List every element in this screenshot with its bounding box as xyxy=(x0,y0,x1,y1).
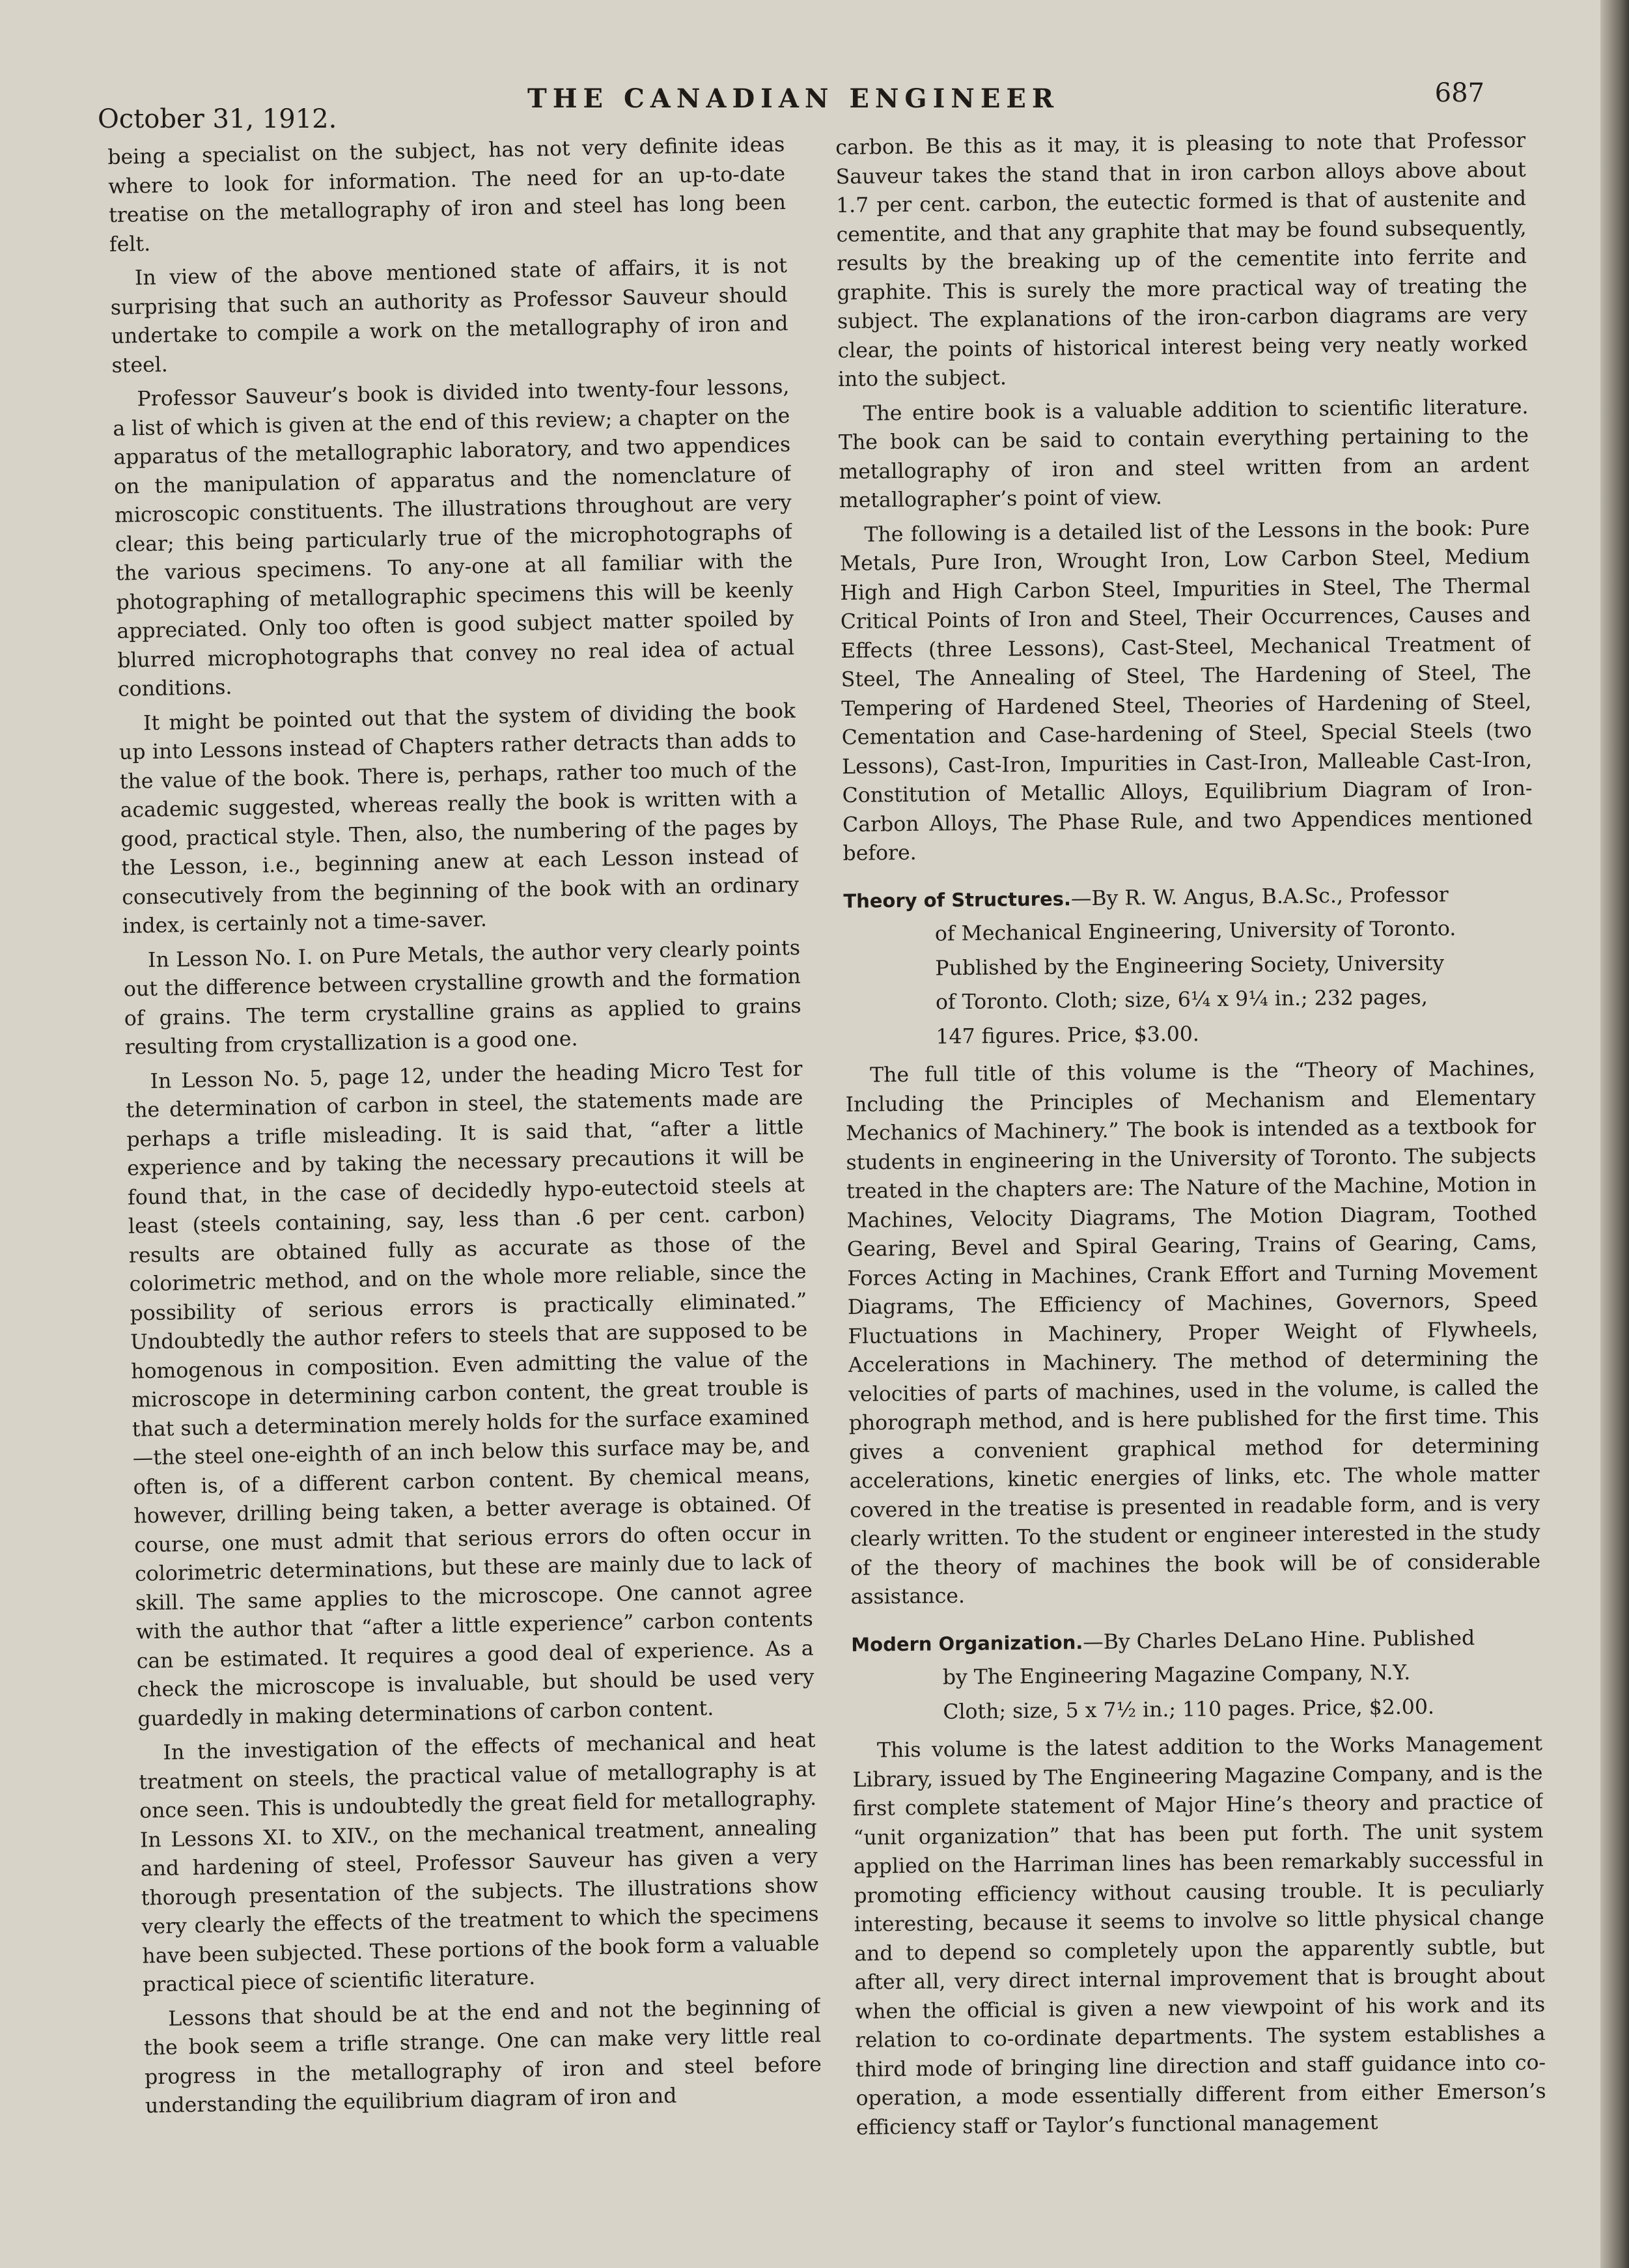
journal-title: THE CANADIAN ENGINEER xyxy=(527,83,1060,114)
paragraph: In the investigation of the effects of mechanical and heat treatment on steels, the practical value of metallography is at once seen. This is undoubtedly the great field for metallography. In Lessons XI. to XIV., on the mechanical treatment, annealing and hardening of steel, Professor Sauveur has given a very thorough presentation of the subjects. The illustrations show very clearly the effects of the treatment to which the specimens have been subjected. These portions of the book form a valuable practical piece of scientific literature. xyxy=(138,1728,820,1997)
review-byline-line: of Toronto. Cloth; size, 6¼ x 9¼ in.; 232 pages, xyxy=(935,985,1428,1015)
review-body: This volume is the latest addition to the Works Management Library, issued by The Engineering Magazine Company, and is the first complete statement of Major Hine’s theory and practice of “unit organization” that has been put forth. The unit system applied on the Harriman lines has been remarkably successful in promoting efficiency without causing trouble. It is peculiarly interesting, because it seems to involve so little physical change and to depend so completely upon the apparently subtle, but after all, very direct internal improvement that is brought about when the official is given a new viewpoint of his work and its relation to co-ordinate departments. The system establishes a third mode of bringing line direction and staff guidance into co-operation, a mode essentially different from either Emerson’s efficiency staff or Taylor’s functional management xyxy=(852,1731,1546,2140)
book-author: —By R. W. Angus, B.A.Sc., Professor xyxy=(1070,882,1449,910)
paragraph: being a specialist on the subject, has not very definite ideas where to look for information. The need for an up-to-date treatise on the metallography of iron and steel has long been felt. xyxy=(107,133,787,257)
paragraph: Lessons that should be at the end and not the beginning of the book seem a trifle strange. One can make very little real progress in the metallography of iron and steel before understanding the equilibrium diagram of iron and xyxy=(143,1995,822,2118)
right-column xyxy=(835,126,1548,2230)
book-binding-edge xyxy=(1600,0,1629,2268)
review-byline xyxy=(843,879,1533,916)
paragraph: In Lesson No. I. on Pure Metals, the author very clearly points out the difference between crystalline growth and the formation of grains. The term crystalline grains as applied to grains resulting from crystallization is a good one. xyxy=(123,936,801,1059)
issue-date: October 31, 1912. xyxy=(98,104,337,134)
paragraph: The entire book is a valuable addition to scientific literature. The book can be said to contain everything pertaining to the metallography of iron and steel written from an ardent metallographer’s point of view. xyxy=(838,395,1529,512)
review-heading-modern-organization xyxy=(851,1623,1542,1728)
paragraph: It might be pointed out that the system of dividing the book up into Lessons instead of Chapters rather detracts than adds to the value of the book. There is, perhaps, rather too much of the academic suggested, whereas really the book is written with a good, practical style. Then, also, the numbering of the pages by the Lesson, i.e., beginning anew at each Lesson instead of consecutively from the beginning of the book with an ordinary index, is certainly not a time-saver. xyxy=(118,699,800,938)
paragraph: Professor Sauveur’s book is divided into twenty-four lessons, a list of which is given at the end of this review; a chapter on the apparatus of the metallographic laboratory, and two appendices on the manipulation of apparatus and the nomenclature of microscopic constituents. The illustrations throughout are very clear; this being particularly true of the microphotographs of the various specimens. To any-one at all familiar with the photographing of metallographic specimens this will be keenly appreciated. Only too often is good subject matter spoiled by blurred microphotographs that convey no real idea of actual conditions. xyxy=(113,374,795,701)
review-byline-line: by The Engineering Magazine Company, N.Y. xyxy=(942,1660,1411,1690)
review-byline-line: 147 figures. Price, $3.00. xyxy=(936,1022,1200,1048)
running-header xyxy=(98,72,1484,134)
book-title: Modern Organization. xyxy=(851,1631,1083,1656)
review-body: The full title of this volume is the “Theory of Machines, Including the Principles of Mechanism and Elementary Mechanics of Machinery.” The book is intended as a textbook for students in engineering in the University of Toronto. The subjects treated in the chapters are: The Nature of the Machine, Motion in Machines, Velocity Diagrams, The Motion Diagram, Toothed Gearing, Bevel and Spiral Gearing, Trains of Gearing, Cams, Forces Acting in Machines, Crank Effort and Turning Movement Diagrams, The Efficiency of Machines, Governors, Speed Fluctuations in Machinery, Proper Weight of Flywheels, Accelerations in Machinery. The method of determining the velocities of parts of machines, used in the volume, is called the phorograph method, and is here published for the first time. This gives a convenient graphical method for determining accelerations, kinetic energies of links, etc. The whole matter covered in the treatise is presented in readable form, and is very clearly written. To the student or engineer interested in the study of the theory of machines the book will be of considerable assistance. xyxy=(845,1056,1541,1609)
review-byline-line: Cloth; size, 5 x 7½ in.; 110 pages. Price, $2.00. xyxy=(943,1695,1435,1724)
review-byline-line: of Mechanical Engineering, University of Toronto. xyxy=(934,917,1456,946)
paragraph: The following is a detailed list of the Lessons in the book: Pure Metals, Pure Iron, Wrought Iron, Low Carbon Steel, Medium High and High Carbon Steel, Impurities in Steel, The Thermal Critical Points of Iron and Steel, Their Occurrences, Causes and Effects (three Lessons), Cast-Steel, Mechanical Treatment of Steel, The Annealing of Steel, The Hardening of Steel, The Tempering of Hardened Steel, Theories of Hardening of Steel, Cementation and Case-hardening of Steel, Special Steels (two Lessons), Cast-Iron, Impurities in Cast-Iron, Malleable Cast-Iron, Constitution of Metallic Alloys, Equilibrium Diagram of Iron-Carbon Alloys, The Phase Rule, and two Appendices mentioned before. xyxy=(839,516,1533,865)
review-byline-line: Published by the Engineering Society, University xyxy=(935,951,1445,980)
paragraph: carbon. Be this as it may, it is pleasing to note that Professor Sauveur takes the stand that in iron carbon alloys above about 1.7 per cent. carbon, the eutectic formed is that of austenite and cementite, and that any graphite that may be found subsequently, results by the breaking up of the cementite into ferrite and graphite. This is surely the more practical way of treating the subject. The explanations of the iron-carbon diagrams are very clear, the points of historical interest being very neatly worked into the subject. xyxy=(835,128,1528,391)
book-title: Theory of Structures. xyxy=(843,887,1072,912)
paragraph: In Lesson No. 5, page 12, under the heading Micro Test for the determination of carbon in steel, the statements made are perhaps a trifle misleading. It is said that, “after a little experience and by taking the necessary precautions it will be found that, in the case of decidedly hypo-eutectoid steels at least (steels containing, say, less than .6 per cent. carbon) results are obtained fully as accurate as those of the colorimetric method, and on the whole more reliable, since the possibility of serious errors is practically eliminated.” Undoubtedly the author refers to steels that are supposed to be homogenous in composition. Even admitting the value of the microscope in determining carbon content, the great trouble is that such a determination merely holds for the surface examined—the steel one-eighth of an inch below this surface may be, and often is, of a different carbon content. By chemical means, however, drilling being taken, a better average is obtained. Of course, one must admit that serious errors do often occur in colorimetric determinations, but these are mainly due to lack of skill. The same applies to the microscope. One cannot agree with the author that “after a little experience” carbon contents can be estimated. It requires a good deal of experience. As a check the microscope is invaluable, but should be used very guardedly in making determinations of carbon content. xyxy=(126,1057,814,1731)
book-author: —By Charles DeLano Hine. Published xyxy=(1083,1626,1475,1654)
left-column xyxy=(107,130,825,2239)
paragraph: In view of the above mentioned state of affairs, it is not surprising that such an authority as Professor Sauveur should undertake to compile a work on the metallography of iron and steel. xyxy=(110,253,788,378)
review-heading-theory-of-structures xyxy=(843,879,1535,1052)
page-number: 687 xyxy=(1434,78,1484,108)
review-byline xyxy=(851,1623,1541,1659)
